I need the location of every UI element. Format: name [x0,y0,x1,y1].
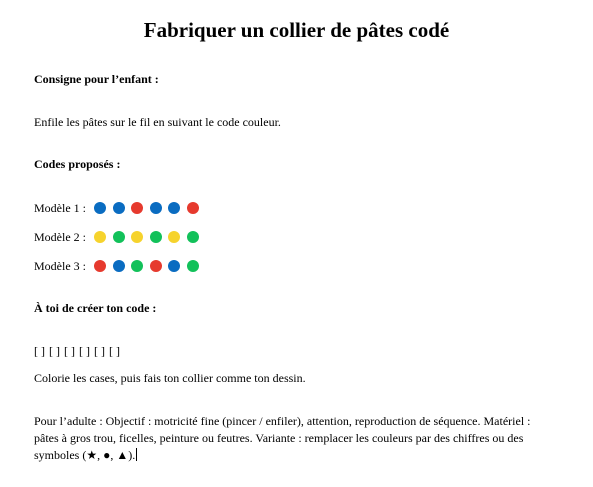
yellow-dot-icon [131,231,143,243]
adult-note[interactable] [34,413,554,464]
model-dots [94,260,199,272]
color-box[interactable]: [ ] [34,344,45,358]
adult-note-text: Pour l’adulte : Objectif : motricité fine (pincer / enfiler), attention, reproduction de séquence. Matériel : pâtes à gros trou, ficelles, peinture ou feutres. Variante : remplacer les couleurs par des chiffres ou des symboles (★, ●, ▲). [34,414,531,462]
codes-heading: Codes proposés : [34,157,121,171]
model-label: Modèle 2 : [34,229,86,244]
create-heading: À toi de créer ton code : [34,301,157,315]
instruction-text: Enfile les pâtes sur le fil en suivant le code couleur. [34,115,281,129]
text-cursor [136,448,137,461]
green-dot-icon [187,231,199,243]
green-dot-icon [150,231,162,243]
green-dot-icon [131,260,143,272]
blue-dot-icon [168,202,180,214]
model-label: Modèle 1 : [34,200,86,215]
color-box[interactable]: [ ] [109,344,120,358]
yellow-dot-icon [168,231,180,243]
color-box[interactable]: [ ] [64,344,75,358]
model-dots [94,231,199,243]
color-box[interactable]: [ ] [94,344,105,358]
blue-dot-icon [94,202,106,214]
green-dot-icon [113,231,125,243]
blue-dot-icon [150,202,162,214]
model-row-3 [34,258,199,274]
instruction-heading: Consigne pour l’enfant : [34,72,159,86]
red-dot-icon [150,260,162,272]
blue-dot-icon [113,202,125,214]
red-dot-icon [131,202,143,214]
color-boxes [34,343,120,359]
color-instruction: Colorie les cases, puis fais ton collier comme ton dessin. [34,371,306,385]
model-row-1 [34,200,199,216]
page-title: Fabriquer un collier de pâtes codé [143,18,450,42]
red-dot-icon [187,202,199,214]
color-box[interactable]: [ ] [79,344,90,358]
yellow-dot-icon [94,231,106,243]
model-dots [94,202,199,214]
model-label: Modèle 3 : [34,258,86,273]
color-box[interactable]: [ ] [49,344,60,358]
model-row-2 [34,229,199,245]
blue-dot-icon [113,260,125,272]
green-dot-icon [187,260,199,272]
red-dot-icon [94,260,106,272]
blue-dot-icon [168,260,180,272]
